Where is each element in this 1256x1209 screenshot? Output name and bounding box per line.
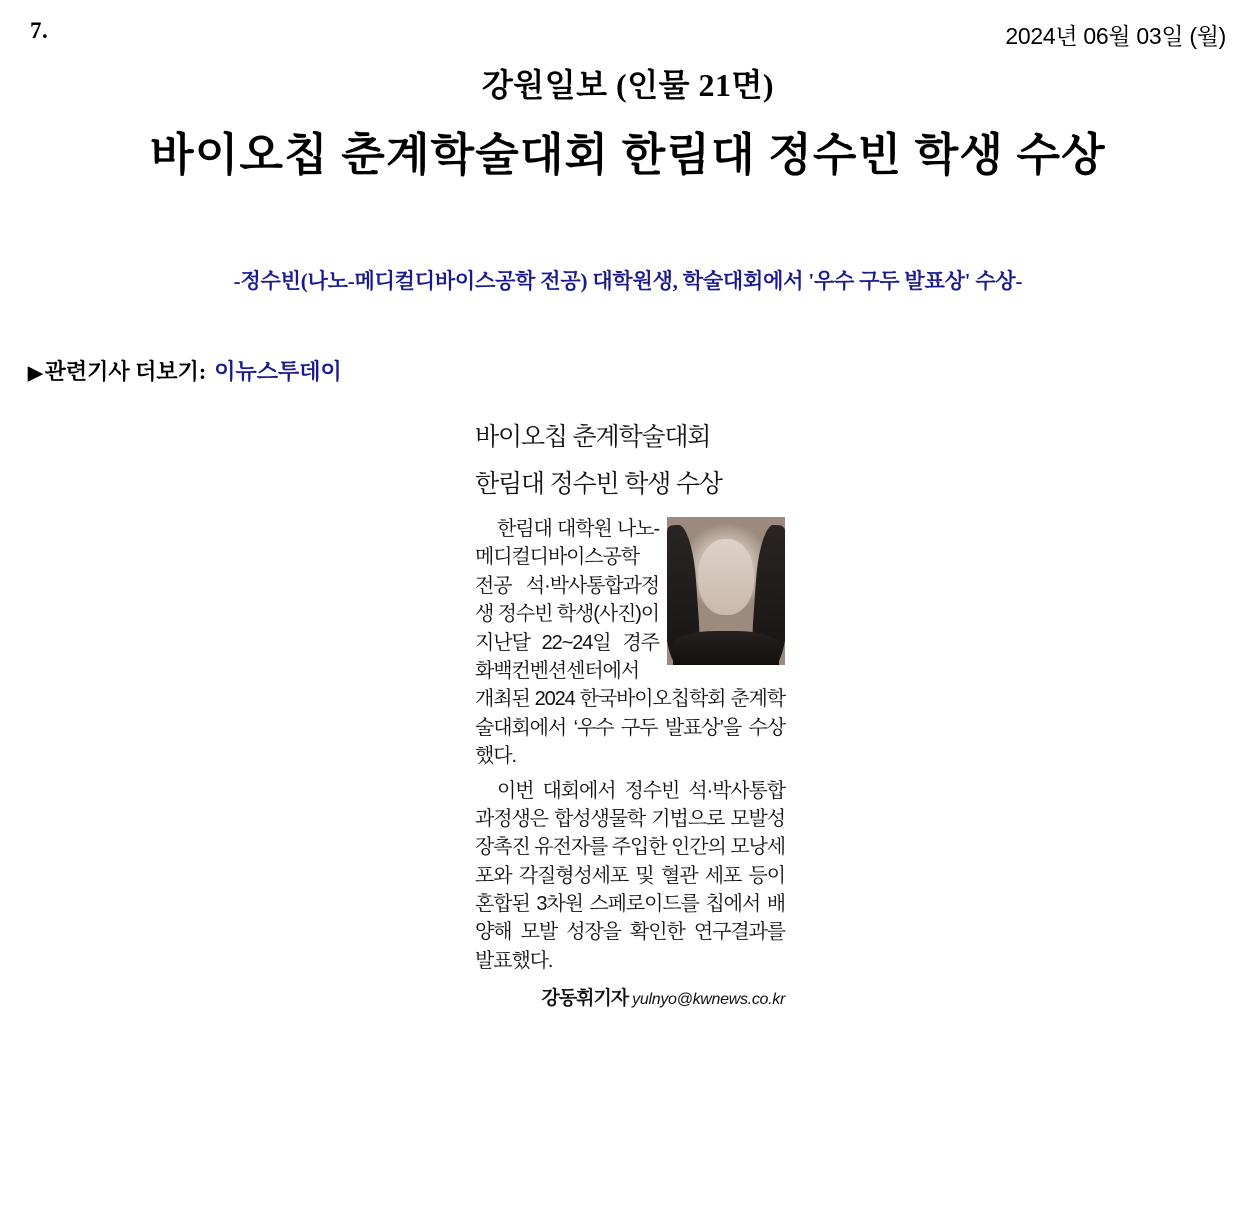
reporter-email: yulnyo@kwnews.co.kr [632,991,785,1009]
reporter-name: 강동휘기자 [541,988,629,1010]
clipping-body [475,515,785,975]
page-number: 7. [30,18,49,43]
publication-date: 2024년 06월 03일 (월) [1005,23,1226,49]
related-article-line [28,355,342,386]
page-title: 바이오칩 춘계학술대회 한림대 정수빈 학생 수상 [150,130,1106,180]
sub-headline: -정수빈(나노-메디컬디바이스공학 전공) 대학원생, 학술대회에서 '우수 구두 발표상' 수상- [233,269,1023,293]
triangle-right-icon: ▶ [28,363,43,384]
avatar [667,517,785,665]
source-title: 강원일보 (인물 21면) [481,67,775,103]
byline [475,983,785,1010]
clipping-title-line2: 한림대 정수빈 학생 수상 [475,470,722,498]
clipping-paragraph-1: 한림대 대학원 나노-메디컬디바이스공학 전공 석·박사통합과정생 정수빈 학생(사진)이 지난달 22~24일 경주 화백컨벤션센터에서 개최된 2024 한국바이오칩학회 춘계학술대회에서 ‘우수 구두 발표상’을 수상했다. [475,518,785,768]
clipping-paragraph-2: 이번 대회에서 정수빈 석·박사통합과정생은 합성생물학 기법으로 모발성장촉진 유전자를 주입한 인간의 모낭세포와 각질형성세포 및 혈관 세포 등이 혼합된 3차원 스페로이드를 칩에서 배양해 모발 성장을 확인한 연구결과를 발표했다. [475,779,785,972]
newspaper-clipping [475,425,785,1010]
related-article-link[interactable]: 이뉴스투데이 [214,359,342,384]
clipping-title-line1: 바이오칩 춘계학술대회 [475,423,711,451]
page-header [0,18,1256,51]
related-label: 관련기사 더보기: [44,359,207,384]
